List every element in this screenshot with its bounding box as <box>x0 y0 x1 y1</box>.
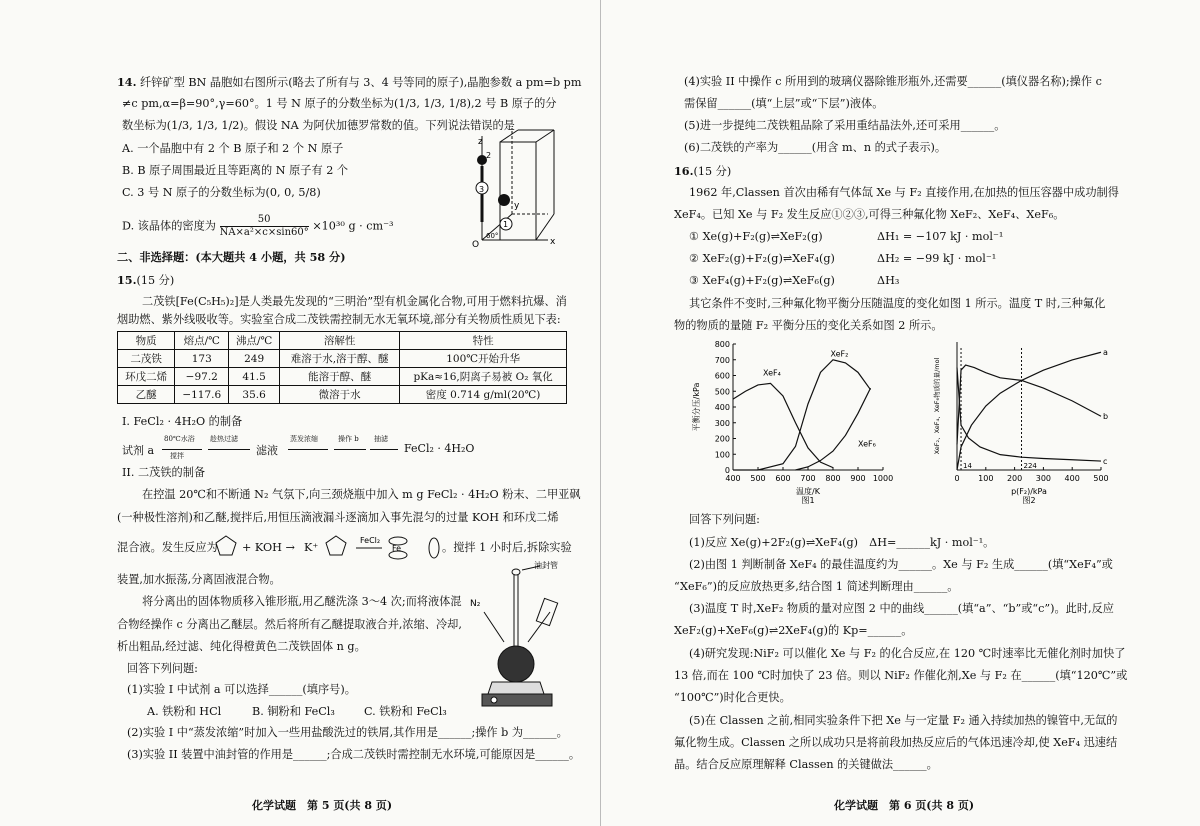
table-row: 环戊二烯 −97.2 41.5 能溶于醇、醚 pKa≈16,阴离子易被 O₂ 氧化 <box>118 368 567 386</box>
reaction-prefix: 混合液。发生反应为 <box>117 541 218 554</box>
n2-label: N₂ <box>470 599 481 609</box>
annotation-label: 14 <box>963 462 972 470</box>
q16-desc2: 物的物质的量随 F₂ 平衡分压的变化关系如图 2 所示。 <box>674 319 943 332</box>
annotation-label: 224 <box>1023 462 1037 470</box>
q16-sub5: (5)在 Classen 之前,相同实验条件下把 Xe 与一定量 F₂ 通入持续加热的镍管中,无氙的 <box>689 714 1118 727</box>
series-label: b <box>1103 412 1109 422</box>
q15-intro1: 二茂铁[Fe(C₅H₅)₂]是人类最先发现的“三明治”型有机金属化合物,可用于燃料抗爆、消 <box>142 295 567 308</box>
x-tick-label: 900 <box>850 474 866 483</box>
svg-text:FeCl₂: FeCl₂ <box>360 536 381 545</box>
x-axis-title: 温度/K <box>796 487 820 496</box>
table-row: 二茂铁 173 249 难溶于水,溶于醇、醚 100℃开始升华 <box>118 350 567 368</box>
y-tick-label: 700 <box>714 355 730 365</box>
apparatus-figure <box>462 560 572 710</box>
x-tick-label: 500 <box>750 474 766 483</box>
series-label: XeF₂ <box>830 349 849 359</box>
series-label: a <box>1103 348 1108 358</box>
axis-z-label: z <box>478 137 483 147</box>
part1-title: I. FeCl₂ · 4H₂O 的制备 <box>122 415 243 428</box>
q15-sub1-opt-a: A. 铁粉和 HCl <box>147 705 222 718</box>
x-tick-label: 400 <box>725 474 741 483</box>
table-row: 乙醚 −117.6 35.6 微溶于水 密度 0.714 g/ml(20℃) <box>118 386 567 404</box>
q14-option-a: A. 一个晶胞中有 2 个 B 原子和 2 个 N 原子 <box>122 142 344 155</box>
chart-title: 图2 <box>1022 496 1036 504</box>
q14-line1: 14. 纤锌矿型 BN 晶胞如右图所示(略去了所有与 3、4 号等同的原子),晶胞参数 a pm=b pm <box>117 75 582 89</box>
series-line-XeF₂ <box>733 360 871 470</box>
part2-line4: 将分离出的固体物质移入锥形瓶,用乙醚洗涤 3～4 次;而将液体混 <box>142 595 462 608</box>
x-tick-label: 700 <box>800 474 816 483</box>
series-line-XeF₆ <box>796 388 871 470</box>
angle-label: 60° <box>486 232 499 240</box>
part2-line5: 合物经操作 c 分离出乙醚层。然后将所有乙醚提取液合并,浓缩、冷却, <box>117 618 462 631</box>
y-axis-title: XeF₂、XeF₄、XeF₆物质的量/mol <box>933 357 941 455</box>
q15-sub2: (2)实验 I 中“蒸发浓缩”时加入一些用盐酸洗过的铁屑,其作用是______;操作 b 为______。 <box>127 726 568 739</box>
svg-text:3: 3 <box>479 185 485 194</box>
q15-sub1-opt-c: C. 铁粉和 FeCl₃ <box>364 705 447 718</box>
reaction-koh: + KOH → <box>242 541 295 554</box>
x-tick-label: 800 <box>825 474 841 483</box>
y-tick-label: 100 <box>714 450 730 460</box>
reaction-2-dh: ΔH₂ = −99 kJ · mol⁻¹ <box>877 252 997 265</box>
q16-sub4-line2: 13 倍,而在 100 ℃时加快了 23 倍。则以 NiF₂ 作催化剂,Xe 与 F₂ 在______(填“120℃”或 <box>674 669 1128 682</box>
part2-line2: (一种极性溶剂)和乙醚,搅拌后,用恒压滴液漏斗逐滴加入事先混匀的过量 KOH 和环戊二烯 <box>117 511 559 524</box>
q14-number: 14. <box>117 75 137 89</box>
q15-sub1-opt-b: B. 铜粉和 FeCl₃ <box>252 705 335 718</box>
x-axis-title: p(F₂)/kPa <box>1011 487 1047 496</box>
series-line-c <box>957 368 1101 461</box>
q16-intro2: XeF₄。已知 Xe 与 F₂ 发生反应①②③,可得三种氟化物 XeF₂、XeF₄、XeF₆。 <box>674 208 1065 221</box>
origin-label: O <box>472 240 480 250</box>
x-tick-label: 500 <box>1093 474 1109 483</box>
q14-option-c: C. 3 号 N 原子的分数坐标为(0, 0, 5/8) <box>122 186 321 199</box>
section2-title: 二、非选择题：(本大题共 4 小题，共 58 分) <box>117 250 346 264</box>
chart-title: 图1 <box>801 496 815 504</box>
x-tick-label: 600 <box>775 474 791 483</box>
x-tick-label: 1000 <box>872 474 894 483</box>
reaction-1-dh: ΔH₁ = −107 kJ · mol⁻¹ <box>877 230 1004 243</box>
q14-line2: ≠c pm,α=β=90°,γ=60°。1 号 N 原子的分数坐标为(1/3, 1/3, 1/8),2 号 B 原子的分 <box>122 97 557 110</box>
q16-sub1: (1)反应 Xe(g)+2F₂(g)⇌XeF₄(g) ΔH=______kJ · mol⁻¹。 <box>689 536 995 549</box>
q15-sub6: (6)二茂铁的产率为______(用含 m、n 的式子表示)。 <box>684 141 947 154</box>
q15-sub4-line2: 需保留______(填“上层”或“下层”)液体。 <box>684 97 884 110</box>
part2-line1: 在控温 20℃和不断通 N₂ 气氛下,向三颈烧瓶中加入 m g FeCl₂ · 4H₂O 粉末、二甲亚砜 <box>142 488 581 501</box>
atom-b <box>498 194 510 206</box>
reaction-1: ① Xe(g)+F₂(g)⇌XeF₂(g) <box>689 230 823 243</box>
q16-sub2: (2)由图 1 判断制备 XeF₄ 的最佳温度约为______。Xe 与 F₂ 生成______(填“XeF₄”或 <box>689 558 1113 571</box>
reaction-3-dh: ΔH₃ <box>877 274 900 287</box>
reaction-k: K⁺ <box>304 541 319 554</box>
y-axis-title: 平衡分压/kPa <box>692 382 701 432</box>
part2-line3: 装置,加水振荡,分离固液混合物。 <box>117 573 281 586</box>
x-tick-label: 300 <box>1035 474 1052 483</box>
page-footer-6: 化学试题 第 6 页(共 8 页) <box>834 799 975 812</box>
y-tick-label: 500 <box>714 387 730 397</box>
svg-text:Fe: Fe <box>392 544 402 553</box>
q16-desc1: 其它条件不变时,三种氟化物平衡分压随温度的变化如图 1 所示。温度 T 时,三种氟化 <box>689 297 1106 310</box>
answer-prompt-q16: 回答下列问题: <box>689 513 760 526</box>
q16-sub2-line2: “XeF₆”)的反应放热更多,结合图 1 简述判断理由______。 <box>674 580 959 593</box>
q15-intro2: 烟助燃、紫外线吸收等。实验室合成二茂铁需控制无水无氧环境,部分有关物质性质见下表: <box>117 313 561 326</box>
q16-sub3: (3)温度 T 时,XeF₂ 物质的量对应图 2 中的曲线______(填“a”、“b”或“c”)。此时,反应 <box>689 602 1114 615</box>
oil-seal-label: 油封管 <box>534 561 558 570</box>
y-tick-label: 200 <box>714 434 730 444</box>
property-table <box>117 331 567 404</box>
axis-x-label: x <box>550 237 556 247</box>
q16-intro1: 1962 年,Classen 首次由稀有气体氙 Xe 与 F₂ 直接作用,在加热的恒压容器中成功制得 <box>689 186 1119 199</box>
q16-sub5-line3: 晶。结合反应原理解释 Classen 的关键做法______。 <box>674 758 938 771</box>
part2-title: II. 二茂铁的制备 <box>122 466 206 479</box>
q15-heading: 15.(15 分) <box>117 273 175 287</box>
y-tick-label: 400 <box>714 403 730 412</box>
series-label: XeF₆ <box>858 439 876 449</box>
answer-prompt-q15: 回答下列问题: <box>127 662 198 675</box>
series-label: XeF₄ <box>763 368 781 378</box>
axis-y-label: y <box>514 201 520 211</box>
series-label: c <box>1103 457 1108 467</box>
cyclopentadiene-ring <box>216 536 236 555</box>
q15-sub3: (3)实验 II 装置中油封管的作用是______;合成二茂铁时需控制无水环境,可能原因是______。 <box>127 748 581 761</box>
svg-text:1: 1 <box>503 220 509 229</box>
q15-sub1: (1)实验 I 中试剂 a 可以选择______(填序号)。 <box>127 683 356 696</box>
x-tick-label: 400 <box>1064 474 1080 483</box>
q16-sub3-line2: XeF₂(g)+XeF₆(g)⇌2XeF₄(g)的 Kp=______。 <box>674 624 913 637</box>
cyclopentadienyl-ring <box>326 536 346 555</box>
x-tick-label: 100 <box>978 474 994 483</box>
y-tick-label: 300 <box>714 418 730 428</box>
q14-option-d: D. 该晶体的密度为 $\frac{50}{\text{NA×a²×c×sin60°}}$ ×10³⁰ g · cm⁻³ <box>122 214 394 238</box>
q16-heading: 16.(15 分) <box>674 164 732 178</box>
y-tick-label: 800 <box>714 340 730 349</box>
q16-sub5-line2: 氟化物生成。Classen 之所以成功只是将前段加热反应后的气体迅速冷却,使 XeF₄ 迅速结 <box>674 736 1118 749</box>
svg-text:2: 2 <box>486 151 492 160</box>
part2-line6: 析出粗品,经过滤、纯化得橙黄色二茂铁固体 n g。 <box>117 640 366 653</box>
q14-option-b: B. B 原子周围最近且等距离的 N 原子有 2 个 <box>122 164 349 177</box>
table-header-row: 物质 熔点/℃ 沸点/℃ 溶解性 特性 <box>118 332 567 350</box>
reaction-suffix: 。搅拌 1 小时后,拆除实验 <box>442 541 572 554</box>
q16-sub4: (4)研究发现:NiF₂ 可以催化 Xe 与 F₂ 的化合反应,在 120 ℃时速率比无催化剂时加快了 <box>689 647 1126 660</box>
series-line-XeF₄ <box>733 383 833 467</box>
y-tick-label: 0 <box>724 466 730 475</box>
q15-sub5: (5)进一步提纯二茂铁粗品除了采用重结晶法外,还可采用______。 <box>684 119 1006 132</box>
q15-sub4: (4)实验 II 中操作 c 所用到的玻璃仪器除锥形瓶外,还需要______(填仪器名称);操作 c <box>684 75 1102 88</box>
q16-sub4-line3: “100℃”)时化合更快。 <box>674 691 791 704</box>
x-tick-label: 0 <box>954 474 960 483</box>
figure-2-chart <box>931 338 1111 504</box>
x-tick-label: 200 <box>1006 474 1023 483</box>
reaction-3: ③ XeF₄(g)+F₂(g)⇌XeF₆(g) <box>689 274 835 287</box>
figure-1-chart <box>691 338 901 504</box>
reaction-2: ② XeF₂(g)+F₂(g)⇌XeF₄(g) <box>689 252 835 265</box>
right-page <box>600 0 1200 826</box>
prep-flow: 试剂 a 80℃水浴 搅拌 趁热过滤 滤液 蒸发浓缩 操作 b 抽滤 FeCl₂ · 4H₂O <box>122 435 475 460</box>
q14-line3: 数坐标为(1/3, 1/3, 1/2)。假设 NA 为阿伏加德罗常数的值。下列说法错误的是 <box>122 119 515 132</box>
y-tick-label: 600 <box>714 371 730 381</box>
crystal-cell-figure <box>470 128 560 250</box>
page-footer-5: 化学试题 第 5 页(共 8 页) <box>252 799 393 812</box>
